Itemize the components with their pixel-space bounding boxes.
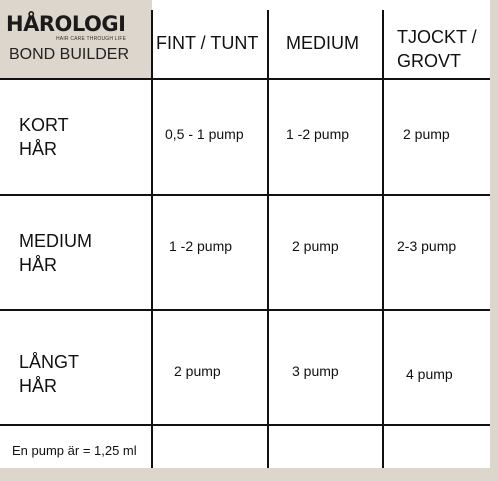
grid-line [0, 78, 490, 80]
footnote: En pump är = 1,25 ml [12, 443, 137, 458]
table-cell: 0,5 - 1 pump [165, 126, 244, 142]
table-cell: 2 pump [174, 363, 221, 379]
table-cell: 2-3 pump [397, 238, 457, 254]
product-name: BOND BUILDER [9, 46, 130, 63]
column-header-grovt: GROVT [397, 51, 462, 71]
grid-line [0, 424, 490, 426]
table-cell: 3 pump [292, 363, 339, 379]
brand-cell [0, 0, 152, 78]
table-cell: 2 pump [403, 126, 450, 142]
table-cell: 1 -2 pump [286, 126, 350, 142]
row-header-kort-har [19, 113, 69, 161]
table-cell: 4 pump [406, 366, 453, 382]
grid-line [0, 194, 490, 196]
row-header-line: HÅR [19, 255, 58, 275]
row-header-line: MEDIUM [19, 231, 92, 251]
row-header-langt-har [19, 350, 79, 398]
brand-tagline: HAIR CARE THROUGH LIFE [56, 36, 127, 42]
column-header-fint-tunt: FINT / TUNT [156, 33, 259, 53]
brand-logo: HÅROLOGI [6, 12, 126, 36]
column-header-tjockt: TJOCKT / [397, 27, 477, 47]
row-header-line: LÅNGT [19, 352, 80, 372]
grid-line [0, 309, 490, 311]
row-header-line: HÅR [19, 139, 58, 159]
table-cell: 2 pump [292, 238, 339, 254]
column-header-medium: MEDIUM [286, 33, 359, 53]
row-header-medium-har [19, 229, 92, 277]
row-header-line: KORT [19, 115, 69, 135]
table-cell: 1 -2 pump [169, 238, 233, 254]
row-header-line: HÅR [19, 376, 58, 396]
